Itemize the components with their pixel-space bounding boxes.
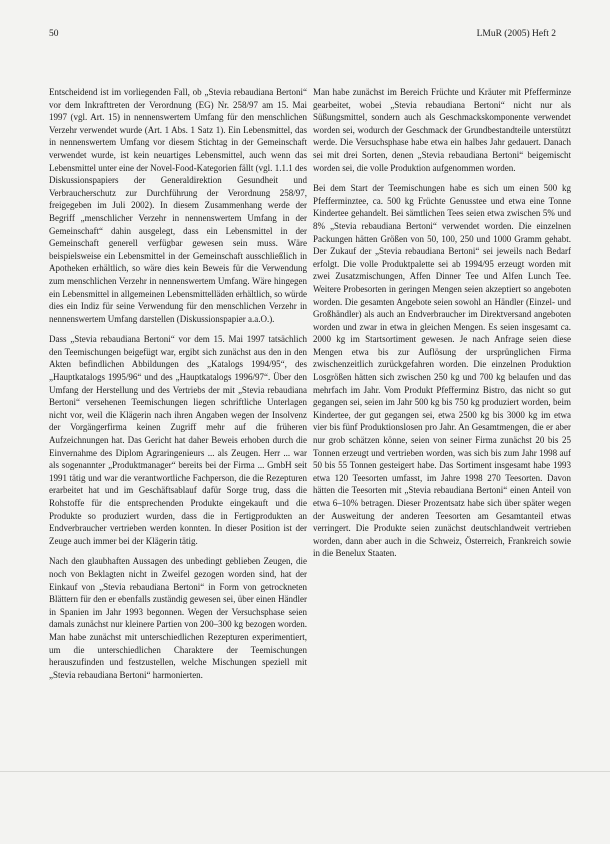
paragraph: Nach den glaubhaften Aussagen des unbedingt geblieben Zeugen, die noch von Beklagten nicht in Zweifel gezogen worden sind, hat der Einkauf von „Stevia rebaudiana Bertoni“ in Form von getrockneten Blättern für den er ebenfalls zuständig gewesen sei, über einen Händler in Spanien im Jahr 1993 begonnen. Wegen der Versuchsphase seien damals zunächst nur kleinere Partien von 200–300 kg bezogen worden. Man habe zunächst mit unterschiedlichen Rezepturen experimentiert, um die unterschiedlichen Charaktere der Teemischungen herauszufinden und festzustellen, welche Mischungen speziell mit „Stevia rebaudiana Bertoni“ harmonierten.	[49, 556, 307, 680]
left-column	[49, 86, 307, 689]
paragraph: Man habe zunächst im Bereich Früchte und Kräuter mit Pfefferminze gearbeitet, wobei „Stevia rebaudiana Bertoni“ nicht nur als Süßungsmittel, sondern auch als Geschmackskomponente verwendet worden sei, wodurch der Geschmack der Grundbestandteile unterstützt werde. Die Versuchsphase habe etwa ein halbes Jahr gedauert. Danach sei mit drei Sorten, denen „Stevia rebaudiana Bertoni“ beigemischt worden sei, die volle Produktion aufgenommen worden.	[313, 87, 571, 173]
right-column	[313, 86, 571, 568]
paragraph: Bei dem Start der Teemischungen habe es sich um einen 500 kg Pfefferminztee, ca. 500 kg Früchte Genusstee und etwa eine Tonne Kindertee gehandelt. Bei sämtlichen Tees seien etwa zwischen 5% und 8% „Stevia rebaudiana Bertoni“ verwendet worden. Die einzelnen Packungen hätten Größen von 50, 100, 250 und 1000 Gramm gehabt. Der Zukauf der „Stevia rebaudiana Bertoni“ sei jeweils nach Bedarf erfolgt. Die volle Produktpalette sei ab 1994/95 erzeugt worden mit zwei Zusatzmischungen, Affen Dinner Tee und Alfen Lunch Tee. Weitere Probesorten in geringen Mengen seien akzeptiert so angeboten worden. Die gesamten Angebote seien sowohl an Händler (Einzel- und Großhändler) als auch an Endverbraucher im Direktversand angeboten worden und zwar in etwa in gleichen Mengen. Es seien insgesamt ca. 2000 kg im Startsortiment gewesen. Je nach Anfrage seien diese Mengen etwa bis zur Auflösung der ursprünglichen Firma zwischenzeitlich zurückgefahren worden. Die einzelnen Produktion Losgrößen hätten sich zwischen 250 kg und 700 kg belaufen und das mehrfach im Jahr. Vom Produkt Pfefferminz Bistro, das nicht so gut gegangen sei, seien im Jahr 500 kg bis 750 kg produziert worden, beim Kindertee, der gut gegangen sei, etwa 2500 kg bis 3000 kg im etwa vier bis fünf Produktionslosen pro Jahr. An Gesamtmengen, die er aber nur grob schätzen könne, seien von seiner Firma zunächst 20 bis 25 Tonnen erzeugt und vertrieben worden, was sich bis zum Jahr 1998 auf 50 bis 55 Tonnen gesteigert habe. Das Sortiment insgesamt habe 1993 etwa 120 Teesorten umfasst, im Jahre 1998 270 Teesorten. Davon hätten die Teesorten mit „Stevia rebaudiana Bertoni“ einen Anteil von etwa 6–10% betragen. Dieser Prozentsatz habe sich über später wegen der Ausweitung der anderen Teesorten am Gesamtanteil etwas verringert. Die Produkte seien zunächst deutschlandweit vertrieben worden, dann aber auch in die Schweiz, Österreich, Frankreich sowie in die Benelux Staaten.	[313, 183, 571, 559]
scan-edge-line	[0, 771, 610, 772]
paragraph: Dass „Stevia rebaudiana Bertoni“ vor dem 15. Mai 1997 tatsächlich den Teemischungen beigefügt war, ergibt sich zunächst aus den in den Akten befindlichen Abbildungen des „Katalogs 1994/95“, des „Hauptkatalogs 1995/96“ und des „Hauptkatalogs 1996/97“. Über den Umfang der Herstellung und des Vertriebs der mit „Stevia rebaudiana Bertoni“ versehenen Teemischungen liegen schriftliche Unterlagen nicht vor, weil die Klägerin nach ihren Angaben wegen der Insolvenz der Vorgängerfirma keinen Zugriff mehr auf die früheren Aufzeichnungen hat. Das Gericht hat daher Beweis erhoben durch die Einvernahme des Diplom Agraringenieurs ... als Zeugen. Herr ... war als sogenannter „Produktmanager“ bereits bei der Firma ... GmbH seit 1991 tätig und war die verantwortliche Fachperson, die die Rezepturen erarbeitet hat und im Geschäftsablauf dafür Sorge trug, dass die Rohstoffe für die entsprechenden Produkte eingekauft und die Produkte so produziert wurden, dass die in Fertigprodukten an Endverbraucher vertrieben werden konnten. In dieser Position ist der Zeuge auch immer bei der Klägerin tätig.	[49, 334, 307, 546]
journal-reference: LMuR (2005) Heft 2	[476, 29, 556, 39]
page-number: 50	[49, 29, 59, 39]
paragraph: Entscheidend ist im vorliegenden Fall, ob „Stevia rebaudiana Bertoni“ vor dem Inkrafttreten der Verordnung (EG) Nr. 258/97 am 15. Mai 1997 (vgl. Art. 15) in nennenswertem Umfang für den menschlichen Verzehr verwendet wurde (Art. 1 Abs. 1 Satz 1). Ein Lebensmittel, das in nennenswertem Umfang vor diesem Stichtag in der Gemeinschaft verwendet wurde, ist kein neuartiges Lebensmittel, auch wenn das Lebensmittel unter eine der Novel-Food-Kategorien fällt (vgl. 1.1.1 des Diskussionspapiers der Generaldirektion Gesundheit und Verbraucherschutz zur Durchführung der Verordnung 258/97, freigegeben im Juli 2002). In diesem Zusammenhang werde der Begriff „menschlicher Verzehr in nennenswertem Umfang in der Gemeinschaft“ dahin ausgelegt, dass ein Lebensmittel in der Gemeinschaft generell verfügbar gewesen sein muss. Wäre beispielsweise ein Lebensmittel in der Gemeinschaft ausschließlich in Apotheken erhältlich, so wäre dies kein Beweis für die Verwendung zum menschlichen Verzehr in nennenswertem Umfang. Wäre hingegen ein Lebensmittel in allgemeinen Lebensmittelläden erhältlich, so würde dies ein Indiz für seine Verwendung für den menschlichen Verzehr in nennenswertem Umfang darstellen (Diskussionspapier a.a.O.).	[49, 87, 307, 324]
